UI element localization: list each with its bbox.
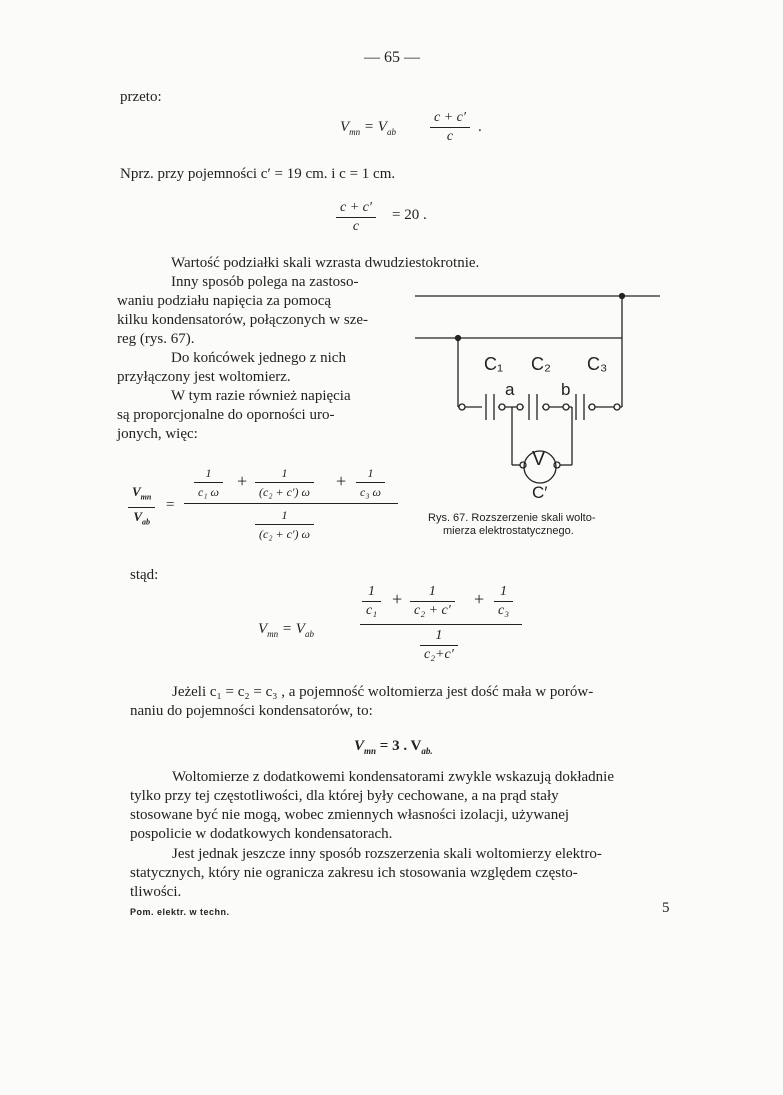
eq2-num: c + c′ [340,200,372,215]
eq1-den: c [446,129,454,144]
fraction-bar [255,524,314,525]
para1-line1: Wartość podziałki skali wzrasta dwudziestokrotnie. [171,255,480,271]
eq4-mid-sub: ab [304,629,314,639]
para2-line: Inny sposób polega na zastoso- [171,274,359,290]
eq1-fraction [430,110,470,145]
eq3-term1 [194,465,223,500]
para3-line1: Jeżeli c₁ = c₂ = c₃ , a pojemność woltomierza jest dość mała w porów- [172,684,594,700]
eq1-num: c + c′ [434,110,466,125]
para2-line: przyłączony jest woltomierz. [117,369,291,385]
fraction-bar [336,217,376,218]
fraction-bar [194,482,223,483]
eq3-plus: + [336,471,347,491]
label-c3: C₃ [587,354,608,374]
figure-caption-2: mierza elektrostatycznego. [443,525,574,537]
para3-line2: naniu do pojemności kondensatorów, to: [130,703,373,719]
eq1-eq: = [363,119,375,135]
figure-caption-1: Rys. 67. Rozszerzenie skali wolto- [428,512,596,524]
fraction-bar [255,482,314,483]
eq4-t2-num: 1 [428,584,436,599]
eq2-rest: = 20 . [392,207,427,223]
fraction-bar [356,482,385,483]
para2-line: Do końcówek jednego z nich [171,350,346,366]
eq4-t1-num: 1 [368,584,376,599]
eq3-plus: + [237,471,248,491]
eq5 [354,737,433,761]
eq3-t2-num: 1 [281,466,288,480]
para5-line: statycznych, który nie ogranicza zakresu ich stosowania względem często- [130,865,578,881]
para4-line: pospolicie w dodatkowych kondensatorach. [130,826,393,842]
eq3-eq: = [166,497,175,513]
eq3-t3-den: c₃ ω [360,485,381,499]
eq4-t3-den: c₃ [498,603,510,618]
para5-line: tliwości. [130,884,182,900]
eq1-rhs: V [377,119,387,135]
label-a: a [505,380,515,399]
eq3-t1-num: 1 [205,466,212,480]
para2-line: W tym razie również napięcia [171,388,351,404]
eq3-t1-den: c₁ ω [198,485,219,499]
eq3-lhs-den: V [133,508,142,524]
footer-page-mark: 5 [662,900,670,916]
eq1-dot: . [478,119,482,135]
label-b: b [561,380,571,399]
para4-line: tylko przy tej częstotliwości, dla której były cechowane, a na prąd stały [130,788,559,804]
eq4-term2 [410,584,455,619]
fraction-bar [430,127,470,128]
eq3-bot-num: 1 [281,508,288,522]
eq4-mid: = V [281,621,305,637]
para2-line: reg (rys. 67). [117,331,195,347]
eq1 [340,118,396,142]
para2-line: kilku kondensatorów, połączonych w sze- [117,312,369,328]
label-c2: C₂ [531,354,551,374]
eq3-term3 [356,465,385,500]
fraction-bar [494,601,513,602]
eq5-sub: mn [364,746,377,756]
eq4-term1 [362,584,381,619]
eq4-lhs-sub: mn [267,629,279,639]
label-c-prime: C′ [532,483,548,502]
eq4-t2-den: c₂ + c′ [414,603,451,618]
para2-line: jonych, więc: [117,426,198,442]
eq5-v: V [354,738,365,754]
page-number: — 65 — [364,49,420,66]
eq5-sub2: ab. [421,746,433,756]
eq4-main-bar [360,624,522,625]
voltmeter-label: V [532,448,546,470]
eq4-bot-den: c₂+c′ [424,647,454,662]
eq1-lhs: V [340,119,350,135]
fraction-bar [410,601,455,602]
eq3-lhs-num-sub: mn [140,492,152,502]
eq5-rest: = 3 . V [379,738,422,754]
eq4-term3 [494,584,513,619]
eq2-fraction [336,200,376,235]
footer-left: Pom. elektr. w techn. [130,907,230,917]
eq3-lhs [128,484,155,530]
eq3-bot-den: (c₂ + c′) ω [259,527,311,541]
para2-line: są proporcjonalne do oporności uro- [117,407,335,423]
eq4-lhs [258,620,314,644]
eq1-lhs-sub: mn [349,127,361,137]
eq3-t3-num: 1 [367,466,374,480]
text-przeto: przeto: [120,89,162,105]
eq2-den: c [352,219,360,234]
eq3-term2 [255,465,314,500]
eq3-bottom [255,507,314,542]
text-nprz: Nprz. przy pojemności c′ = 19 cm. i c = 1 cm. [120,166,396,182]
fraction-bar [362,601,381,602]
eq4-bottom [420,628,458,663]
label-c1: C₁ [484,354,504,374]
text-stad: stąd: [130,567,159,583]
fraction-bar [420,645,458,646]
eq3-lhs-num: V [132,484,141,499]
eq4-bot-num: 1 [435,628,443,643]
eq4-plus: + [392,589,403,609]
eq1-rhs-sub: ab [386,127,396,137]
fraction-bar [128,507,155,508]
para4-line: stosowane być nie mogą, wobec zmiennych własności izolacji, używanej [130,807,570,823]
eq3-main-bar [184,503,398,504]
eq4-lhs-v: V [258,621,268,637]
circuit-diagram [410,280,670,510]
eq4-t3-num: 1 [500,584,508,599]
eq4-plus: + [474,589,485,609]
para4-line: Woltomierze z dodatkowemi kondensatorami zwykle wskazują dokładnie [172,769,614,785]
para5-line: Jest jednak jeszcze inny sposób rozszerzenia skali woltomierzy elektro- [172,846,602,862]
eq3-t2-den: (c₂ + c′) ω [259,485,311,499]
eq4-t1-den: c₁ [366,603,378,618]
eq3-lhs-den-sub: ab [142,517,150,527]
para2-line: waniu podziału napięcia za pomocą [117,293,332,309]
